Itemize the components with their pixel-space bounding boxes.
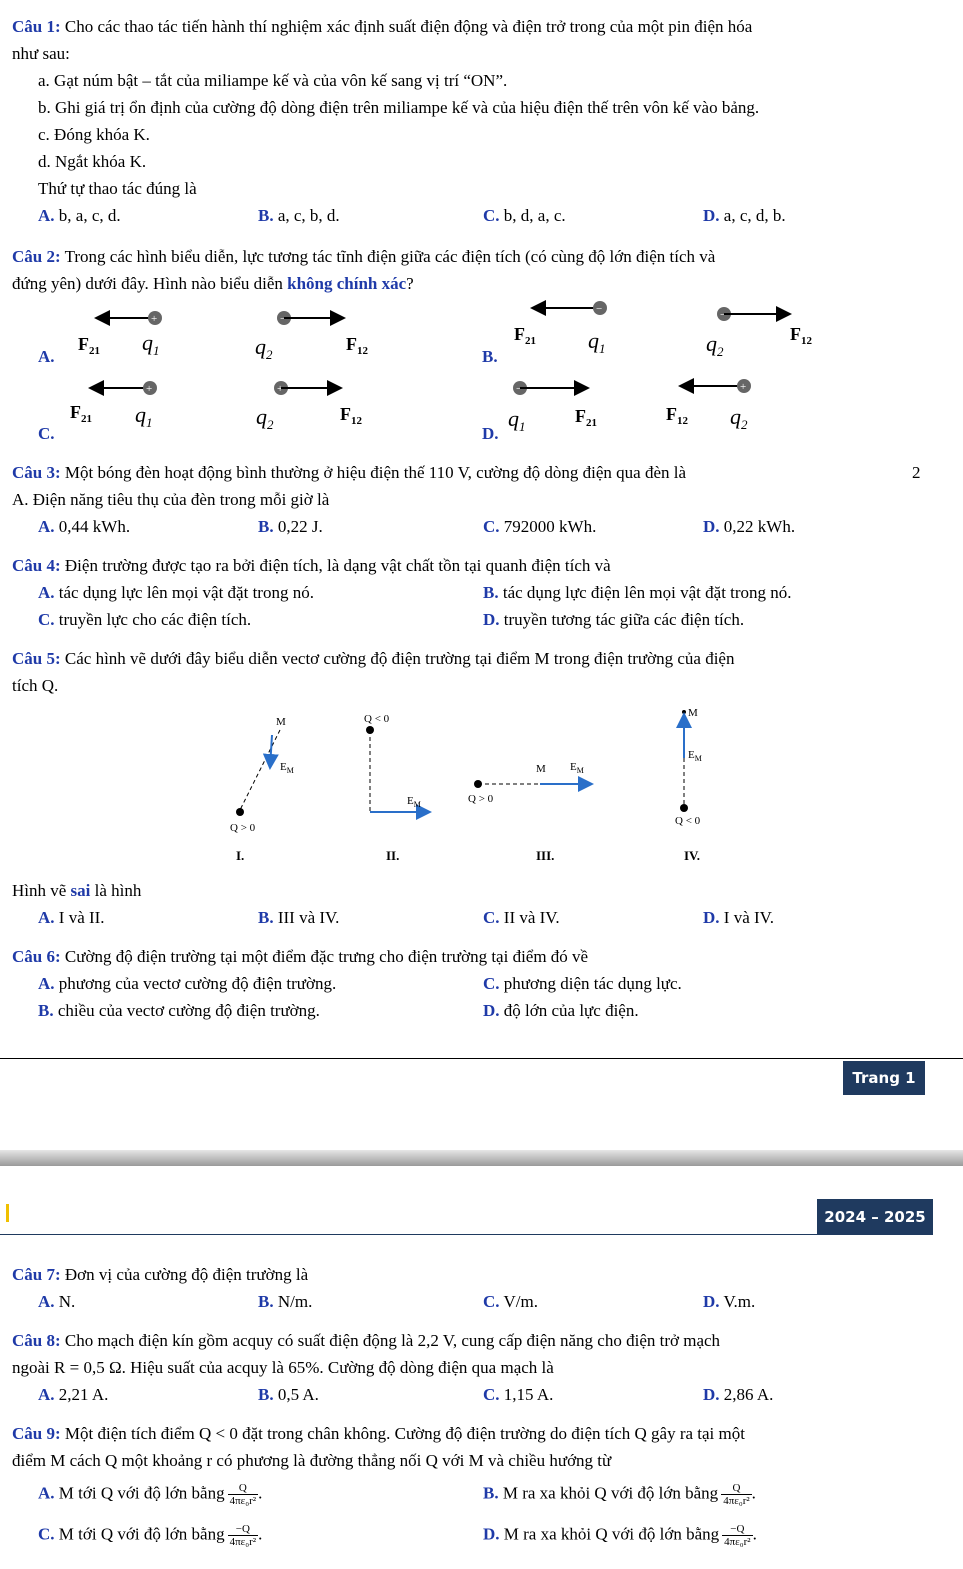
q3-text-current: 2 [912,463,921,482]
q6-option-d[interactable]: D. độ lớn của lực điện. [483,1001,639,1020]
fig-a-label: A. [38,347,55,366]
q4-option-d[interactable]: D. truyền tương tác giữa các điện tích. [483,610,745,629]
q6-option-c[interactable]: C. phương diện tác dụng lực. [483,974,682,993]
fig-b-f21: $F_{21}$ [514,324,536,347]
q1-step-b: b. Ghi giá trị ổn định của cường độ dòng điện trên miliampe kế và của hiệu điện thế trên vôn kế vào bảng. [38,98,760,117]
fig1-em-arrow [270,735,272,768]
svg-text:+: + [151,313,158,325]
q6-text: Câu 6: Cường độ điện trường tại một điểm đặc trưng cho điện trường tại điểm đó về [12,947,589,966]
q2-text-cont: đứng yên) dưới đây. Hình nào biểu diễn không chính xác? [12,274,414,293]
q1-text-cont: như sau: [12,44,70,63]
fig-d-q2: $q_2$ [730,404,748,432]
fig-c-f21: $F_{21}$ [70,402,92,425]
q8-text: Câu 8: Cho mạch điện kín gồm acquy có suất điện động là 2,2 V, cung cấp điện năng cho điện trở mạch [12,1331,721,1350]
header-rule [0,1234,933,1235]
svg-text:−: − [720,309,727,321]
fig-b-q1: $q_1$ [588,328,606,356]
fig-d-f12: $F_{12}$ [666,404,688,427]
svg-text:+: + [740,381,747,393]
q9-label: Câu 9: [12,1424,61,1443]
q1-text: Câu 1: Cho các thao tác tiến hành thí nghiệm xác định suất điện động và điện trở trong của một pin điện hóa [12,17,753,36]
q8-text-cont: ngoài R = 0,5 Ω. Hiệu suất của acquy là 65%. Cường độ dòng điện qua mạch là [12,1358,554,1377]
q1-step-c: c. Đóng khóa K. [38,125,150,144]
q8-option-d[interactable]: D. 2,86 A. [703,1385,774,1404]
svg-text:+: + [277,383,284,395]
page-separator [0,1150,963,1166]
fig2-label: II. [386,848,400,863]
q7-label: Câu 7: [12,1265,61,1284]
q9-option-b[interactable]: B. M ra xa khỏi Q với độ lớn bằng $\frac{Q}{\text{4πε₀r²}}$ . [483,1482,756,1507]
fig4-em-label: $E_M$ [688,749,702,763]
q3-text: Câu 3: Một bóng đèn hoạt động bình thường ở hiệu điện thế 110 V, cường độ dòng điện qua đèn là [12,463,687,482]
fig4-m-point [682,710,686,714]
fig-c-q1: $q_1$ [135,402,153,430]
q8-option-c[interactable]: C. 1,15 A. [483,1385,554,1404]
q2-force-figures [0,296,963,446]
q5-field-figures [0,700,963,870]
fig4-q-charge [680,804,688,812]
q3-option-d[interactable]: D. 0,22 kWh. [703,517,796,536]
fig-b-f12: $F_{12}$ [790,324,812,347]
fig2-em-label: $E_M$ [407,795,421,809]
fig-a-q1: $q_1$ [142,330,160,358]
page-number-badge: Trang 1 [843,1061,925,1095]
q9-options-row2 [38,1523,938,1553]
q5-label: Câu 5: [12,649,61,668]
q5-option-c[interactable]: C. II và IV. [483,908,560,927]
fig3-label: III. [536,848,555,863]
q8-options [38,1384,938,1406]
fig3-q-label: Q > 0 [468,793,494,805]
q3-label: Câu 3: [12,463,61,482]
fig4-q-label: Q < 0 [675,815,701,827]
q4-options-row1 [38,582,938,604]
fig-c-f12: $F_{12}$ [340,404,362,427]
svg-text:−: − [280,313,287,325]
fig1-em-label: $E_M$ [280,761,294,775]
q3-option-c[interactable]: C. 792000 kWh. [483,517,597,536]
q8-option-a[interactable]: A. 2,21 A. [38,1385,109,1404]
q5-text: Câu 5: Các hình vẽ dưới đây biểu diễn vectơ cường độ điện trường tại điểm M trong điện trường của điện [12,649,735,668]
q1-option-d[interactable]: D. a, c, d, b. [703,206,786,225]
fig1-dashed-line [240,730,280,810]
q5-prompt: Hình vẽ sai là hình [12,881,142,900]
q5-option-a[interactable]: A. I và II. [38,908,105,927]
q9-text: Câu 9: Một điện tích điểm Q < 0 đặt trong chân không. Cường độ điện trường do điện tích Q gây ra tại một [12,1424,745,1443]
q4-option-c[interactable]: C. truyền lực cho các điện tích. [38,610,252,629]
fig-a-q2: $q_2$ [255,334,273,362]
q3-option-a[interactable]: A. 0,44 kWh. [38,517,131,536]
q7-option-d[interactable]: D. V.m. [703,1292,756,1311]
q6-label: Câu 6: [12,947,61,966]
q9-text-cont: điểm M cách Q một khoảng r có phương là đường thẳng nối Q với M và chiều hướng từ [12,1451,612,1470]
q4-options-row2 [38,609,938,631]
fig-d-f21: $F_{21}$ [575,406,597,429]
q1-option-a[interactable]: A. b, a, c, d. [38,206,121,225]
fig-d-label: D. [482,424,499,443]
q9-option-d[interactable]: D. M ra xa khỏi Q với độ lớn bằng $\frac{-Q}{\text{4πε₀r²}}$ . [483,1523,757,1548]
fig-d-q1: $q_1$ [508,406,526,434]
fig1-label: I. [236,848,245,863]
q1-options [38,205,938,227]
q1-option-c[interactable]: C. b, d, a, c. [483,206,566,225]
q9-c-fraction: $\frac{-Q}{\text{4πε₀r²}}$ [229,1523,257,1548]
fig2-q-label: Q < 0 [364,713,390,725]
q9-a-fraction: $\frac{Q}{\text{4πε₀r²}}$ [229,1482,257,1507]
fig1-m-label: M [276,716,286,728]
footer-rule [0,1058,963,1059]
q7-option-b[interactable]: B. N/m. [258,1292,313,1311]
q5-options [38,907,938,929]
fig-c-q2: $q_2$ [256,404,274,432]
q5-option-b[interactable]: B. III và IV. [258,908,340,927]
q4-label: Câu 4: [12,556,61,575]
q1-prompt: Thứ tự thao tác đúng là [38,179,197,198]
fig-b-label: B. [482,347,498,366]
fig1-q-label: Q > 0 [230,822,256,834]
school-year-badge: 2024 – 2025 [817,1199,933,1235]
q6-option-b[interactable]: B. chiều của vectơ cường độ điện trường. [38,1001,320,1020]
q3-options [38,516,938,538]
q4-option-a[interactable]: A. tác dụng lực lên mọi vật đặt trong nó. [38,583,314,602]
q4-text: Câu 4: Điện trường được tạo ra bởi điện tích, là dạng vật chất tồn tại quanh điện tích và [12,556,611,575]
q8-option-b[interactable]: B. 0,5 A. [258,1385,319,1404]
q9-b-fraction: $\frac{Q}{\text{4πε₀r²}}$ [723,1482,750,1507]
q3-option-b[interactable]: B. 0,22 J. [258,517,323,536]
svg-text:−: − [596,303,603,315]
q7-options [38,1291,938,1313]
q5-option-d[interactable]: D. I và IV. [703,908,774,927]
q2-text: Câu 2: Trong các hình biểu diễn, lực tương tác tĩnh điện giữa các điện tích (có cùng độ lớn điện tích và [12,247,716,266]
q4-option-b[interactable]: B. tác dụng lực điện lên mọi vật đặt trong nó. [483,583,792,602]
fig-c-label: C. [38,424,55,443]
fig-a-f21: $F_{21}$ [78,334,100,357]
q9-option-a[interactable]: A. M tới Q với độ lớn bằng $\frac{Q}{\text{4πε₀r²}}$ . [38,1482,263,1507]
q1-label: Câu 1: [12,17,61,36]
q6-options-row2 [38,1000,938,1022]
q1-step-d: d. Ngắt khóa K. [38,152,147,171]
q9-d-fraction: $\frac{-Q}{\text{4πε₀r²}}$ [724,1523,751,1548]
q6-option-a[interactable]: A. phương của vectơ cường độ điện trường. [38,974,337,993]
svg-text:−: − [516,383,523,395]
q9-options-row1 [38,1482,938,1512]
q1-step-a: a. Gạt núm bật – tắt của miliampe kế và của vôn kế sang vị trí “ON”. [38,71,508,90]
q5-text-cont: tích Q. [12,676,59,695]
q9-option-c[interactable]: C. M tới Q với độ lớn bằng $\frac{-Q}{\text{4πε₀r²}}$ . [38,1523,263,1548]
q2-label: Câu 2: [12,247,61,266]
fig3-m-label: M [536,763,546,775]
fig4-label: IV. [684,848,701,863]
header-accent-mark [6,1204,9,1222]
fig3-em-label: $E_M$ [570,761,584,775]
fig-b-q2: $q_2$ [706,331,724,359]
q7-text: Câu 7: Đơn vị của cường độ điện trường là [12,1265,309,1284]
fig4-m-label: M [688,707,698,719]
fig-a-f12: $F_{12}$ [346,334,368,357]
q1-option-b[interactable]: B. a, c, b, d. [258,206,340,225]
q6-options-row1 [38,973,938,995]
q8-label: Câu 8: [12,1331,61,1350]
svg-text:+: + [146,383,153,395]
fig1-q-charge [236,808,244,816]
q3-text-cont: A. Điện năng tiêu thụ của đèn trong mỗi giờ là [12,490,330,509]
q7-option-c[interactable]: C. V/m. [483,1292,538,1311]
q7-option-a[interactable]: A. N. [38,1292,76,1311]
